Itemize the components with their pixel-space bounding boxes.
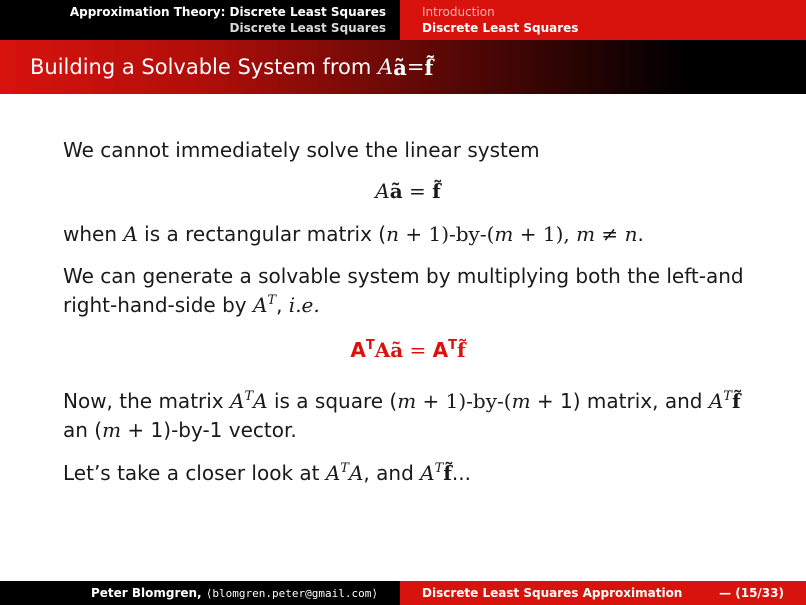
eq2-lhs-A: A [350, 338, 366, 362]
eq2-lhs-T: T [365, 338, 375, 353]
p2-A: A [123, 222, 138, 246]
p5-T: T [340, 461, 349, 476]
equation-2 [63, 336, 753, 365]
header-subtitle[interactable]: Discrete Least Squares [229, 21, 386, 35]
p5-b: , and [363, 461, 421, 485]
paragraph-1 [63, 136, 753, 165]
p4-m3: m [102, 418, 122, 442]
p2-n: n [386, 222, 399, 246]
p4-m: m [397, 389, 417, 413]
header-section[interactable]: Introduction [422, 5, 495, 19]
p2-d: + 1), [513, 222, 577, 246]
eq1-f: f̃ [432, 179, 441, 203]
title-eq-f: f̃ [424, 54, 434, 80]
footer-bar [0, 581, 806, 605]
p4-A3: A [708, 389, 724, 413]
p5-A2: A [348, 461, 364, 485]
p2-n2: n [624, 222, 638, 246]
footer-author[interactable]: Peter Blomgren, [90, 586, 202, 600]
p5-a: Let’s take a closer look at [63, 461, 326, 485]
p2-c: + 1)-by-( [399, 222, 495, 246]
header-left [0, 0, 400, 40]
footer-right [400, 581, 806, 605]
p2-m: m [494, 222, 514, 246]
p4-f: f̃ [731, 389, 741, 413]
paragraph-3 [63, 262, 753, 320]
header-subsection[interactable]: Discrete Least Squares [422, 21, 579, 35]
eq2-op: = [403, 338, 433, 362]
p4-T: T [244, 389, 254, 404]
p4-T2: T [723, 389, 732, 404]
title-eq-a: ã [393, 54, 407, 80]
eq2-rhs-f: f̃ [457, 338, 466, 362]
p1-text: We cannot immediately solve the linear system [63, 138, 540, 162]
p3-ie: i.e. [288, 293, 320, 317]
p5-f: f̃ [443, 461, 452, 485]
p4-b: is a square ( [267, 389, 398, 413]
p2-a: when [63, 222, 124, 246]
p2-neq: ≠ [595, 222, 625, 246]
paragraph-4 [63, 387, 753, 445]
eq2-rhs-T: T [448, 338, 458, 353]
p4-c: + 1)-by-( [416, 389, 512, 413]
p3-T: T [267, 293, 277, 308]
paragraph-5 [63, 459, 753, 488]
title-eq-op: = [406, 55, 425, 79]
footer-email[interactable]: ⟨blomgren.peter@gmail.com⟩ [205, 586, 378, 600]
p2-m2: m [576, 222, 596, 246]
header-title[interactable]: Approximation Theory: Discrete Least Squares [69, 5, 386, 19]
eq1-A: A [375, 179, 390, 203]
p3-b: , [276, 293, 289, 317]
p4-A: A [230, 389, 245, 413]
p5-A3: A [420, 461, 435, 485]
p4-a: Now, the matrix [63, 389, 231, 413]
p4-A2: A [253, 389, 268, 413]
p5-c: ... [451, 461, 471, 485]
eq2-rhs-A: A [432, 338, 449, 362]
eq1-a: ã [389, 179, 403, 203]
p4-d: + 1) matrix, and [530, 389, 709, 413]
p5-A: A [325, 461, 341, 485]
p2-b: is a rectangular matrix ( [137, 222, 387, 246]
slide-title-text: Building a Solvable System from [30, 55, 372, 79]
footer-left [0, 581, 400, 605]
p5-T2: T [434, 461, 444, 476]
slide-content [63, 136, 753, 488]
p4-m2: m [511, 389, 531, 413]
footer-talk-title[interactable]: Discrete Least Squares Approximation [422, 586, 683, 600]
p2-e: . [637, 222, 644, 246]
p4-g: + 1)-by-1 vector. [121, 418, 297, 442]
footer-page-number: — (15/33) [719, 586, 784, 600]
p3-A: A [252, 293, 268, 317]
eq1-op: = [402, 179, 433, 203]
p3-a: We can generate a solvable system by multiplying both the left-and right-hand-side by [63, 264, 744, 317]
equation-1 [63, 177, 753, 206]
slide-title [0, 40, 806, 94]
title-eq-A: A [378, 55, 394, 79]
header-right [400, 0, 806, 40]
header-bar [0, 0, 806, 40]
p4-e: an ( [63, 418, 103, 442]
eq2-lhs-Aa: Aã [374, 338, 404, 362]
paragraph-2 [63, 220, 753, 249]
